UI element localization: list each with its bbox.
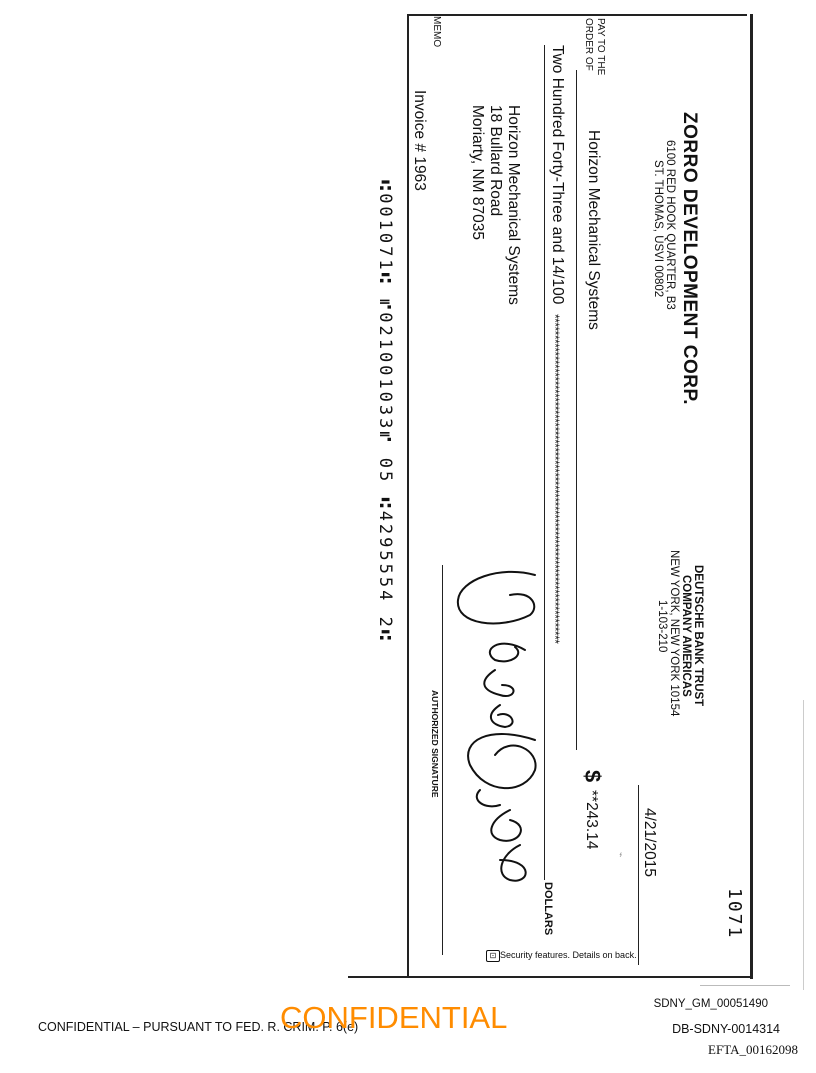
memo-label: MEMO [431, 16, 442, 48]
dollar-sign: $ [580, 770, 605, 783]
check-date: 4/21/2015 [641, 808, 658, 877]
bank-name-line2: COMPANY AMERICAS [680, 575, 692, 697]
security-note: Security features. Details on back. [500, 950, 637, 960]
amount-in-words: Two Hundred Forty-Three and 14/100 [549, 45, 566, 305]
confidential-notice: CONFIDENTIAL – PURSUANT TO FED. R. CRIM. P. 6(e) [38, 1020, 359, 1034]
handwritten-signature [440, 555, 550, 895]
check-number: 1071 [724, 888, 745, 940]
memo-text: Invoice # 1963 [411, 90, 428, 191]
bank-routing-fraction: 1-103-210 [656, 600, 668, 653]
pay-to-label-line2: ORDER OF [583, 18, 594, 71]
payee-address-name: Horizon Mechanical Systems [505, 105, 522, 305]
micr-line: ⑆001071⑆ ⑈021001033⑈ 05 ⑆4295554 2⑆ [375, 180, 395, 644]
padlock-icon: ⊡ [486, 950, 500, 962]
bank-name-line1: DEUTSCHE BANK TRUST [692, 565, 704, 707]
bates-number-3: EFTA_00162098 [708, 1042, 798, 1057]
bates-number-1: SDNY_GM_00051490 [653, 998, 768, 1010]
payee-address-street: 18 Bullard Road [487, 105, 504, 217]
company-name: ZORRO DEVELOPMENT CORP. [679, 112, 700, 406]
bates-number-2: DB-SDNY-0014314 [672, 1022, 780, 1036]
payee-underline [576, 70, 577, 750]
scan-edge-mark [700, 985, 790, 986]
check-right-border [750, 14, 753, 979]
company-address-line2: ST. THOMAS, USVI 00802 [652, 160, 664, 298]
signature-label: AUTHORIZED SIGNATURE [430, 690, 440, 798]
check-left-border [407, 14, 409, 976]
confidential-stamp: CONFIDENTIAL [280, 1000, 508, 1035]
date-stamp-mark: ⌁ [616, 852, 626, 858]
amount-numeric: **243.14 [583, 790, 600, 850]
payee-address-city: Moriarty, NM 87035 [469, 105, 486, 240]
check-bottom-border [348, 976, 753, 978]
bank-address: NEW YORK, NEW YORK 10154 [668, 550, 680, 717]
scan-edge-mark-right [803, 700, 804, 990]
amount-in-words-fill: ******************************************************************************* [548, 314, 562, 644]
dollars-label: DOLLARS [542, 882, 554, 936]
payee-name: Horizon Mechanical Systems [585, 130, 602, 330]
company-address-line1: 6100 RED HOOK QUARTER, B3 [664, 140, 676, 310]
date-underline [638, 785, 639, 965]
amount-line-top [545, 14, 585, 15]
pay-to-label-line1: PAY TO THE [595, 18, 606, 76]
